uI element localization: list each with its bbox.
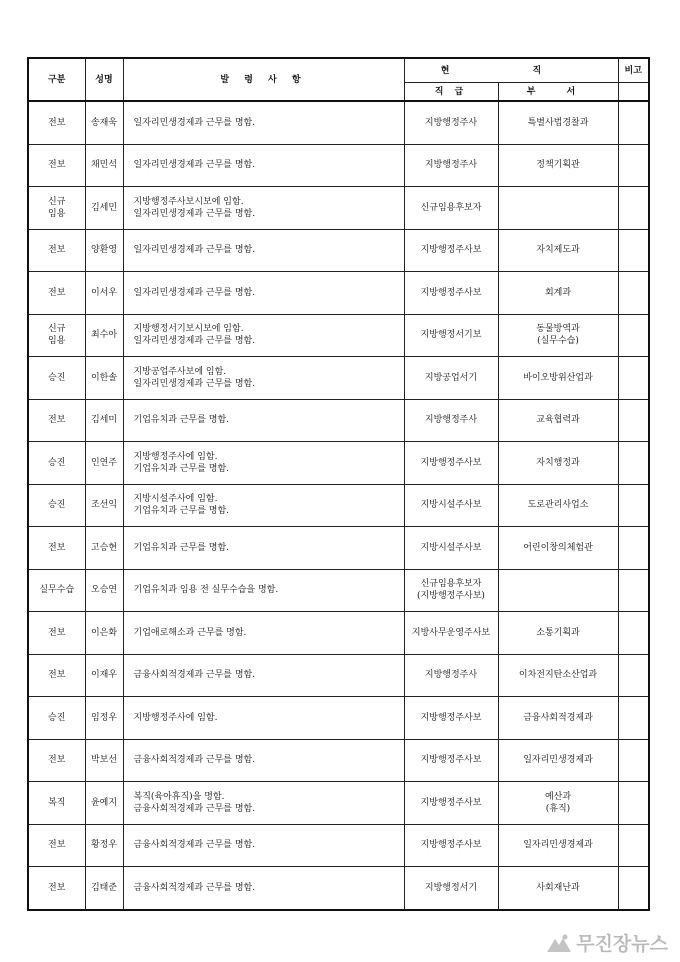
- cell-order: [123, 187, 404, 230]
- cell-type-line: 전보: [48, 670, 66, 681]
- cell-type: [28, 612, 85, 655]
- cell-order: [123, 314, 404, 357]
- cell-grade: [404, 824, 498, 867]
- cell-name: 조선익: [85, 484, 123, 527]
- cell-order: [123, 697, 404, 740]
- table-row: [28, 399, 649, 442]
- cell-order-line: 지방공업주사보에 임함.: [133, 366, 227, 377]
- cell-dept: [498, 739, 618, 782]
- cell-type-line: 전보: [48, 542, 66, 553]
- cell-type-line: 승진: [48, 500, 66, 511]
- cell-order-line: 금융사회적경제과 근무를 명함.: [133, 755, 256, 766]
- cell-note: [618, 101, 649, 144]
- cell-dept-line: 도로관리사업소: [527, 500, 589, 511]
- cell-order-line: 기업유치과 근무를 명함.: [133, 415, 230, 426]
- table-row: [28, 612, 649, 655]
- cell-order-line: 일자리민생경제과 근무를 명함.: [133, 160, 256, 171]
- cell-name: 이한솔: [85, 357, 123, 400]
- cell-note: [618, 782, 649, 825]
- cell-grade: [404, 357, 498, 400]
- cell-type: [28, 314, 85, 357]
- cell-order-line: 지방행정주사에 임함.: [133, 712, 218, 723]
- cell-name: 이은화: [85, 612, 123, 655]
- cell-dept-line: 사회재난과: [536, 882, 580, 893]
- table-row: [28, 654, 649, 697]
- table-row: [28, 442, 649, 485]
- header-note-sub: [618, 83, 649, 102]
- cell-note: [618, 569, 649, 612]
- cell-order: [123, 867, 404, 910]
- cell-dept-line: 어린이창의체험관: [523, 542, 593, 553]
- cell-grade: [404, 782, 498, 825]
- table-row: [28, 272, 649, 315]
- cell-grade: [404, 612, 498, 655]
- cell-order-line: 일자리민생경제과 근무를 명함.: [133, 287, 256, 298]
- cell-type: [28, 569, 85, 612]
- cell-order-line: 기업유치과 근무를 명함.: [133, 542, 230, 553]
- cell-dept: [498, 187, 618, 230]
- cell-type-line: 전보: [48, 117, 66, 128]
- cell-dept-line: 소통기획과: [536, 627, 580, 638]
- cell-order: [123, 739, 404, 782]
- header-type: 구분: [28, 58, 85, 101]
- cell-dept: [498, 867, 618, 910]
- table-row: [28, 697, 649, 740]
- cell-dept: [498, 697, 618, 740]
- cell-type-line: 임용: [48, 208, 66, 219]
- cell-order-line: 금융사회적경제과 근무를 명함.: [133, 840, 256, 851]
- table-header: [28, 58, 649, 101]
- cell-dept: [498, 782, 618, 825]
- cell-name: 임정우: [85, 697, 123, 740]
- cell-note: [618, 527, 649, 570]
- cell-order-line: 일자리민생경제과 근무를 명함.: [133, 378, 256, 389]
- cell-order: [123, 484, 404, 527]
- cell-grade-line: 지방행정주사: [424, 415, 478, 426]
- header-order: 발 령 사 항: [123, 58, 404, 101]
- cell-grade-line: 지방행정주사보: [420, 287, 482, 298]
- cell-grade-line: 지방행정주사보: [420, 712, 482, 723]
- cell-type-line: 신규: [48, 324, 66, 335]
- cell-grade-line: 지방시설주사보: [420, 542, 482, 553]
- cell-dept: [498, 144, 618, 187]
- cell-dept-line: 일자리민생경제과: [523, 755, 593, 766]
- header-dept: 부 서: [498, 83, 618, 102]
- cell-dept-line: 특별사법경찰과: [527, 117, 589, 128]
- table-row: [28, 187, 649, 230]
- cell-order-line: 기업유치과 임용 전 실무수습을 명함.: [133, 585, 279, 596]
- cell-grade: [404, 442, 498, 485]
- cell-note: [618, 229, 649, 272]
- mountain-logo-icon: [546, 933, 572, 953]
- cell-type-line: 전보: [48, 627, 66, 638]
- cell-order-line: 금융사회적경제과 근무를 명함.: [133, 882, 256, 893]
- cell-order: [123, 442, 404, 485]
- cell-name: 인연주: [85, 442, 123, 485]
- cell-order-line: 지방행정서기보시보에 임함.: [133, 324, 244, 335]
- cell-grade: [404, 314, 498, 357]
- table-row: [28, 101, 649, 144]
- cell-type: [28, 442, 85, 485]
- table-row: [28, 739, 649, 782]
- watermark: [546, 929, 668, 956]
- cell-order-line: 일자리민생경제과 근무를 명함.: [133, 245, 256, 256]
- cell-dept: [498, 824, 618, 867]
- cell-grade-line: 지방시설주사보: [420, 500, 482, 511]
- cell-grade-line: 지방행정주사: [424, 117, 478, 128]
- cell-note: [618, 442, 649, 485]
- watermark-text: 무진장뉴스: [576, 933, 668, 955]
- cell-type: [28, 867, 85, 910]
- cell-grade: [404, 272, 498, 315]
- cell-grade: [404, 229, 498, 272]
- cell-order-line: 지방행정주사보시보에 임함.: [133, 196, 244, 207]
- cell-order: [123, 229, 404, 272]
- cell-grade: [404, 144, 498, 187]
- cell-type: [28, 187, 85, 230]
- header-name: 성명: [85, 58, 123, 101]
- cell-type-line: 전보: [48, 245, 66, 256]
- cell-grade-line: 지방행정주사보: [420, 797, 482, 808]
- table-row: [28, 867, 649, 910]
- cell-note: [618, 314, 649, 357]
- cell-note: [618, 739, 649, 782]
- cell-type: [28, 144, 85, 187]
- cell-grade-line: 지방행정주사보: [420, 245, 482, 256]
- cell-dept-line: 교육협력과: [536, 415, 580, 426]
- cell-order-line: 일자리민생경제과 근무를 명함.: [133, 117, 256, 128]
- cell-dept-line: (실무수습): [537, 336, 579, 347]
- cell-grade-line: (지방행정주사보): [417, 591, 485, 602]
- cell-dept: [498, 314, 618, 357]
- cell-note: [618, 612, 649, 655]
- table-row: [28, 527, 649, 570]
- table-row: [28, 569, 649, 612]
- cell-dept: [498, 527, 618, 570]
- cell-order-line: 금융사회적경제과 근무를 명함.: [133, 803, 256, 814]
- cell-name: 이서우: [85, 272, 123, 315]
- table-row: [28, 824, 649, 867]
- header-grade: 직 급: [404, 83, 498, 102]
- cell-note: [618, 272, 649, 315]
- cell-type-line: 승진: [48, 457, 66, 468]
- table-row: [28, 144, 649, 187]
- cell-grade-line: 지방공업서기: [424, 372, 478, 383]
- cell-name: 고승현: [85, 527, 123, 570]
- cell-type-line: 전보: [48, 415, 66, 426]
- cell-type: [28, 229, 85, 272]
- cell-grade: [404, 867, 498, 910]
- cell-dept-line: 정책기획관: [536, 160, 580, 171]
- cell-grade-line: 지방행정주사보: [420, 755, 482, 766]
- header-note: 비고: [618, 58, 649, 83]
- cell-grade: [404, 569, 498, 612]
- cell-name: 김태준: [85, 867, 123, 910]
- cell-dept-line: (휴직): [545, 803, 571, 814]
- cell-grade-line: 지방행정주사: [424, 160, 478, 171]
- cell-grade: [404, 739, 498, 782]
- cell-dept: [498, 229, 618, 272]
- cell-type: [28, 484, 85, 527]
- cell-order: [123, 654, 404, 697]
- header-current: 현 직: [404, 58, 618, 83]
- cell-name: 김세민: [85, 187, 123, 230]
- cell-name: 최수아: [85, 314, 123, 357]
- cell-order: [123, 782, 404, 825]
- cell-note: [618, 144, 649, 187]
- cell-type-line: 승진: [48, 372, 66, 383]
- cell-type: [28, 527, 85, 570]
- personnel-table: [27, 57, 650, 911]
- cell-dept: [498, 272, 618, 315]
- cell-dept-line: 이차전지탄소산업과: [518, 670, 598, 681]
- cell-order-line: 금융사회적경제과 근무를 명함.: [133, 670, 256, 681]
- cell-note: [618, 399, 649, 442]
- cell-order-line: 기업유치과 근무를 명함.: [133, 506, 230, 517]
- cell-name: 채민석: [85, 144, 123, 187]
- cell-type-line: 전보: [48, 160, 66, 171]
- cell-dept: [498, 399, 618, 442]
- cell-note: [618, 654, 649, 697]
- cell-type: [28, 101, 85, 144]
- cell-type-line: 전보: [48, 882, 66, 893]
- cell-order: [123, 144, 404, 187]
- cell-name: 박보선: [85, 739, 123, 782]
- table-body: [28, 101, 649, 910]
- cell-type: [28, 654, 85, 697]
- cell-name: 오승연: [85, 569, 123, 612]
- cell-dept: [498, 357, 618, 400]
- cell-order: [123, 569, 404, 612]
- cell-order-line: 일자리민생경제과 근무를 명함.: [133, 208, 256, 219]
- cell-grade-line: 지방행정주사보: [420, 840, 482, 851]
- cell-dept: [498, 442, 618, 485]
- cell-type-line: 신규: [48, 196, 66, 207]
- cell-order: [123, 101, 404, 144]
- cell-grade-line: 지방행정주사: [424, 670, 478, 681]
- cell-dept: [498, 484, 618, 527]
- cell-grade: [404, 399, 498, 442]
- table-row: [28, 229, 649, 272]
- cell-grade: [404, 654, 498, 697]
- cell-note: [618, 187, 649, 230]
- cell-name: 양환영: [85, 229, 123, 272]
- cell-name: 김세미: [85, 399, 123, 442]
- cell-dept: [498, 654, 618, 697]
- cell-type-line: 승진: [48, 712, 66, 723]
- cell-order: [123, 272, 404, 315]
- cell-type-line: 실무수습: [39, 585, 75, 596]
- cell-type: [28, 697, 85, 740]
- cell-order: [123, 527, 404, 570]
- cell-grade-line: 신규임용후보자: [420, 202, 482, 213]
- cell-type: [28, 357, 85, 400]
- cell-grade: [404, 187, 498, 230]
- cell-dept-line: 자치제도과: [536, 245, 580, 256]
- cell-note: [618, 867, 649, 910]
- table-row: [28, 357, 649, 400]
- cell-order: [123, 824, 404, 867]
- cell-grade-line: 지방행정주사보: [420, 457, 482, 468]
- cell-name: 황정우: [85, 824, 123, 867]
- cell-dept: [498, 612, 618, 655]
- cell-note: [618, 357, 649, 400]
- cell-order: [123, 357, 404, 400]
- cell-order-line: 기업애로해소과 근무를 명함.: [133, 627, 247, 638]
- cell-note: [618, 697, 649, 740]
- cell-order-line: 기업유치과 근무를 명함.: [133, 463, 230, 474]
- cell-grade: [404, 697, 498, 740]
- cell-name: 송재욱: [85, 101, 123, 144]
- cell-type-line: 전보: [48, 840, 66, 851]
- table-row: [28, 484, 649, 527]
- cell-type-line: 임용: [48, 336, 66, 347]
- cell-dept-line: 예산과: [544, 791, 572, 802]
- cell-order: [123, 399, 404, 442]
- cell-name: 이재우: [85, 654, 123, 697]
- cell-dept-line: 회계과: [544, 287, 572, 298]
- cell-dept-line: 자치행정과: [536, 457, 580, 468]
- cell-name: 윤예지: [85, 782, 123, 825]
- cell-note: [618, 824, 649, 867]
- cell-type: [28, 739, 85, 782]
- cell-dept-line: 동물방역과: [536, 324, 580, 335]
- cell-type: [28, 272, 85, 315]
- cell-order-line: 지방시설주사에 임함.: [133, 494, 218, 505]
- cell-dept: [498, 101, 618, 144]
- cell-grade: [404, 101, 498, 144]
- cell-order-line: 지방행정주사에 임함.: [133, 451, 218, 462]
- table-row: [28, 782, 649, 825]
- cell-dept-line: 바이오방위산업과: [523, 372, 593, 383]
- cell-type: [28, 399, 85, 442]
- cell-note: [618, 484, 649, 527]
- cell-grade-line: 지방행정서기: [424, 882, 478, 893]
- cell-grade-line: 신규임용후보자: [420, 579, 482, 590]
- cell-type-line: 전보: [48, 755, 66, 766]
- table-row: [28, 314, 649, 357]
- cell-grade: [404, 484, 498, 527]
- cell-type-line: 전보: [48, 287, 66, 298]
- cell-order-line: 복직(육아휴직)을 명함.: [133, 791, 225, 802]
- cell-type-line: 복직: [48, 797, 66, 808]
- cell-order: [123, 612, 404, 655]
- cell-grade-line: 지방사무운영주사보: [411, 627, 491, 638]
- cell-dept: [498, 569, 618, 612]
- cell-type: [28, 782, 85, 825]
- cell-dept-line: 금융사회적경제과: [523, 712, 593, 723]
- cell-dept-line: 일자리민생경제과: [523, 840, 593, 851]
- cell-type: [28, 824, 85, 867]
- cell-grade: [404, 527, 498, 570]
- cell-order-line: 일자리민생경제과 근무를 명함.: [133, 336, 256, 347]
- cell-grade-line: 지방행정서기보: [420, 330, 482, 341]
